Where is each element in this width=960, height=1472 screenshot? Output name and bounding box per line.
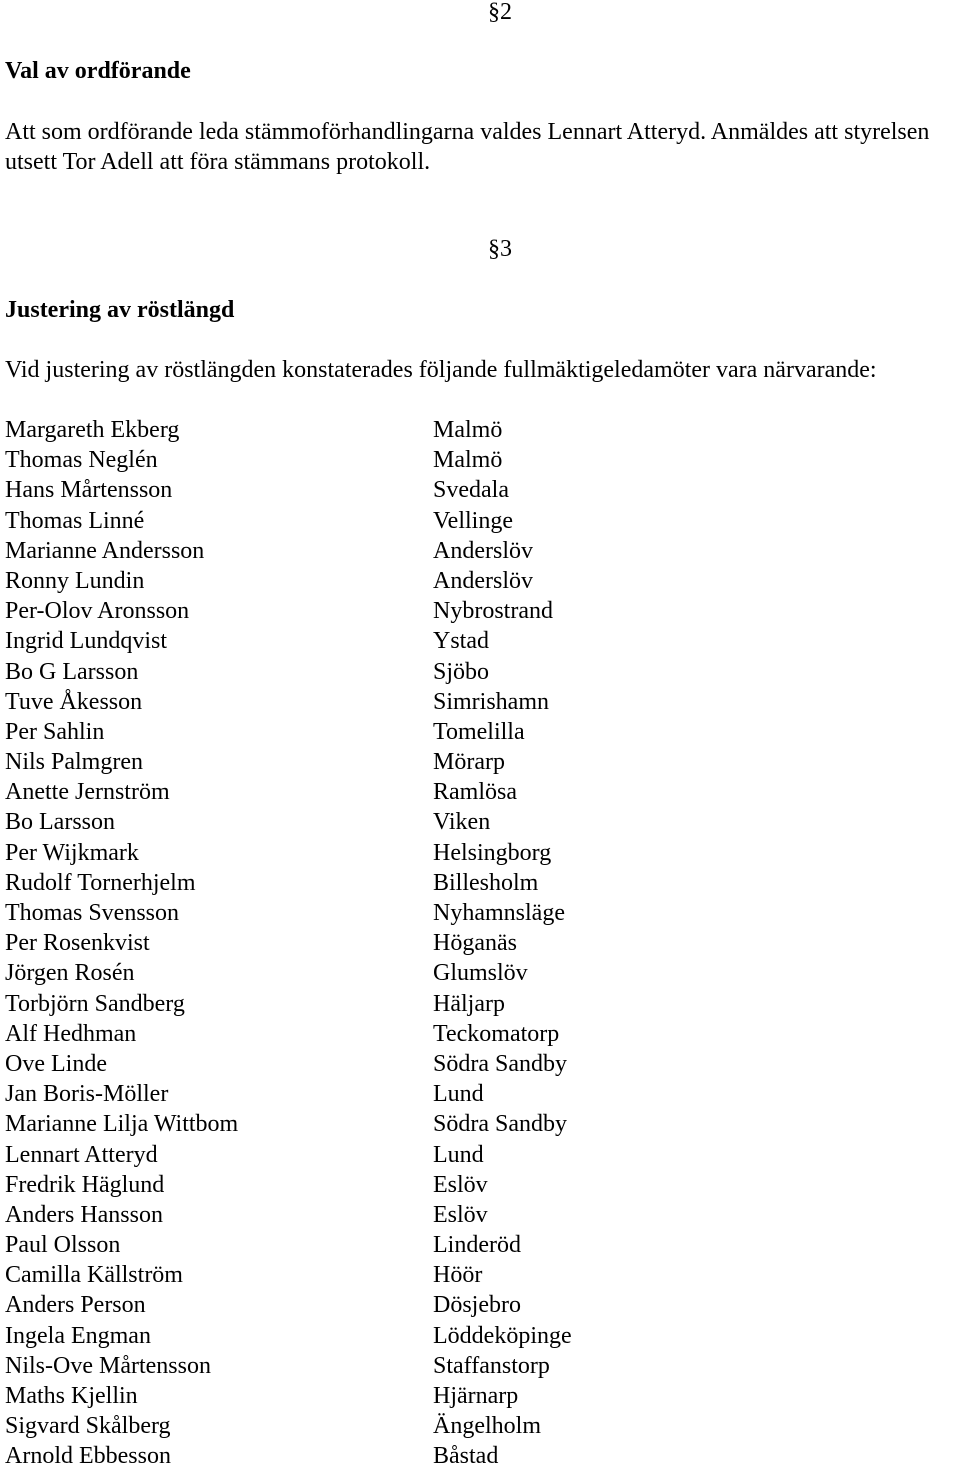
section-2-paragraph: Att som ordförande leda stämmoförhandlingarna valdes Lennart Atteryd. Anmäldes att styrelsen utsett Tor Adell att föra stämmans protokoll. (5, 119, 930, 175)
attendee-city: Hjärnarp (433, 1383, 519, 1409)
attendee-name: Bo G Larsson (5, 658, 139, 685)
list-item (0, 1079, 960, 1109)
attendee-city: Malmö (433, 447, 503, 474)
attendee-name: Arnold Ebbesson (5, 1443, 171, 1470)
list-item (0, 1441, 960, 1471)
attendee-city: Södra Sandby (433, 1111, 567, 1138)
attendee-city: Viken (433, 809, 491, 836)
list-item (0, 958, 960, 988)
list-item (0, 1321, 960, 1351)
attendee-city: Linderöd (433, 1232, 521, 1259)
section-3-mark: §3 (488, 236, 512, 262)
list-item (0, 928, 960, 958)
attendee-name: Margareth Ekberg (5, 417, 180, 443)
section-2-mark: §2 (488, 0, 512, 25)
attendee-name: Per Rosenkvist (5, 930, 150, 957)
list-item (0, 838, 960, 868)
attendee-name: Fredrik Häglund (5, 1171, 165, 1198)
attendee-name: Torbjörn Sandberg (5, 990, 185, 1017)
attendee-city: Ramlösa (433, 779, 517, 806)
attendee-city: Glumslöv (433, 960, 528, 987)
attendee-name: Thomas Linné (5, 507, 145, 534)
list-item (0, 898, 960, 928)
attendee-name: Jörgen Rosén (5, 960, 135, 987)
attendee-city: Eslöv (433, 1201, 488, 1228)
attendee-name: Marianne Lilja Wittbom (5, 1111, 239, 1138)
list-item (0, 1200, 960, 1230)
list-item (0, 1260, 960, 1290)
attendee-list (0, 415, 960, 1472)
attendee-city: Lund (433, 1141, 484, 1168)
attendee-name: Anders Hansson (5, 1201, 163, 1228)
attendee-city: Höör (433, 1262, 483, 1289)
attendee-name: Hans Mårtensson (5, 477, 173, 504)
list-item (0, 1170, 960, 1200)
attendee-name: Ove Linde (5, 1050, 107, 1077)
attendee-name: Ingrid Lundqvist (5, 628, 167, 655)
attendee-city: Löddeköpinge (433, 1322, 572, 1349)
attendee-name: Per-Olov Aronsson (5, 598, 190, 625)
attendee-name: Rudolf Tornerhjelm (5, 869, 196, 896)
list-item (0, 475, 960, 505)
attendee-name: Nils Palmgren (5, 749, 143, 776)
attendee-city: Tomelilla (433, 718, 525, 745)
attendee-city: Ystad (433, 628, 489, 655)
list-item (0, 566, 960, 596)
list-item (0, 1049, 960, 1079)
list-item (0, 415, 960, 445)
attendee-name: Lennart Atteryd (5, 1141, 158, 1168)
list-item (0, 717, 960, 747)
attendee-city: Staffanstorp (433, 1352, 550, 1379)
attendee-name: Anders Person (5, 1292, 146, 1319)
attendee-city: Nybrostrand (433, 598, 553, 625)
attendee-name: Per Sahlin (5, 718, 105, 745)
attendee-name: Per Wijkmark (5, 839, 139, 866)
attendee-name: Camilla Källström (5, 1262, 183, 1289)
attendee-city: Simrishamn (433, 688, 550, 715)
list-item (0, 657, 960, 687)
list-item (0, 596, 960, 626)
attendee-name: Anette Jernström (5, 779, 170, 806)
list-item (0, 1290, 960, 1320)
list-item (0, 687, 960, 717)
attendee-city: Svedala (433, 477, 509, 504)
list-item (0, 536, 960, 566)
attendee-city: Helsingborg (433, 839, 552, 866)
attendee-name: Ronny Lundin (5, 567, 145, 594)
attendee-city: Lund (433, 1081, 484, 1108)
list-item (0, 506, 960, 536)
attendee-name: Thomas Svensson (5, 900, 179, 926)
list-item (0, 989, 960, 1019)
list-item (0, 1381, 960, 1411)
list-item (0, 868, 960, 898)
attendee-name: Thomas Neglén (5, 447, 158, 474)
list-item (0, 807, 960, 837)
attendee-city: Billesholm (433, 869, 539, 896)
attendee-city: Nyhamnsläge (433, 900, 565, 926)
attendee-city: Malmö (433, 417, 503, 443)
list-item (0, 626, 960, 656)
attendee-city: Häljarp (433, 990, 505, 1017)
attendee-name: Paul Olsson (5, 1232, 121, 1259)
section-2-heading: Val av ordförande (5, 58, 191, 84)
list-item (0, 1109, 960, 1139)
list-item (0, 1019, 960, 1049)
attendee-city: Höganäs (433, 930, 517, 957)
attendee-city: Båstad (433, 1443, 499, 1470)
attendee-name: Jan Boris-Möller (5, 1081, 169, 1108)
attendee-name: Alf Hedhman (5, 1020, 137, 1047)
attendee-city: Anderslöv (433, 567, 533, 594)
attendee-city: Teckomatorp (433, 1020, 560, 1047)
list-item (0, 1351, 960, 1381)
attendee-city: Ängelholm (433, 1413, 541, 1440)
list-item (0, 1140, 960, 1170)
list-item (0, 747, 960, 777)
attendee-name: Sigvard Skålberg (5, 1413, 171, 1440)
attendee-name: Tuve Åkesson (5, 688, 143, 715)
attendee-name: Maths Kjellin (5, 1383, 138, 1409)
section-3-heading: Justering av röstlängd (5, 297, 235, 323)
list-item (0, 1411, 960, 1441)
attendee-name: Ingela Engman (5, 1322, 151, 1349)
attendee-city: Vellinge (433, 507, 513, 534)
list-item (0, 777, 960, 807)
list-item (0, 445, 960, 475)
attendee-city: Sjöbo (433, 658, 490, 685)
attendee-city: Eslöv (433, 1171, 488, 1198)
attendee-name: Bo Larsson (5, 809, 115, 836)
attendee-city: Dösjebro (433, 1292, 521, 1319)
attendee-name: Marianne Andersson (5, 537, 205, 564)
attendee-city: Anderslöv (433, 537, 533, 564)
attendee-name: Nils-Ove Mårtensson (5, 1352, 211, 1379)
list-item (0, 1230, 960, 1260)
attendee-city: Mörarp (433, 749, 505, 776)
attendee-city: Södra Sandby (433, 1050, 567, 1077)
section-3-paragraph: Vid justering av röstlängden konstaterades följande fullmäktigeledamöter vara närvarande: (5, 357, 877, 383)
